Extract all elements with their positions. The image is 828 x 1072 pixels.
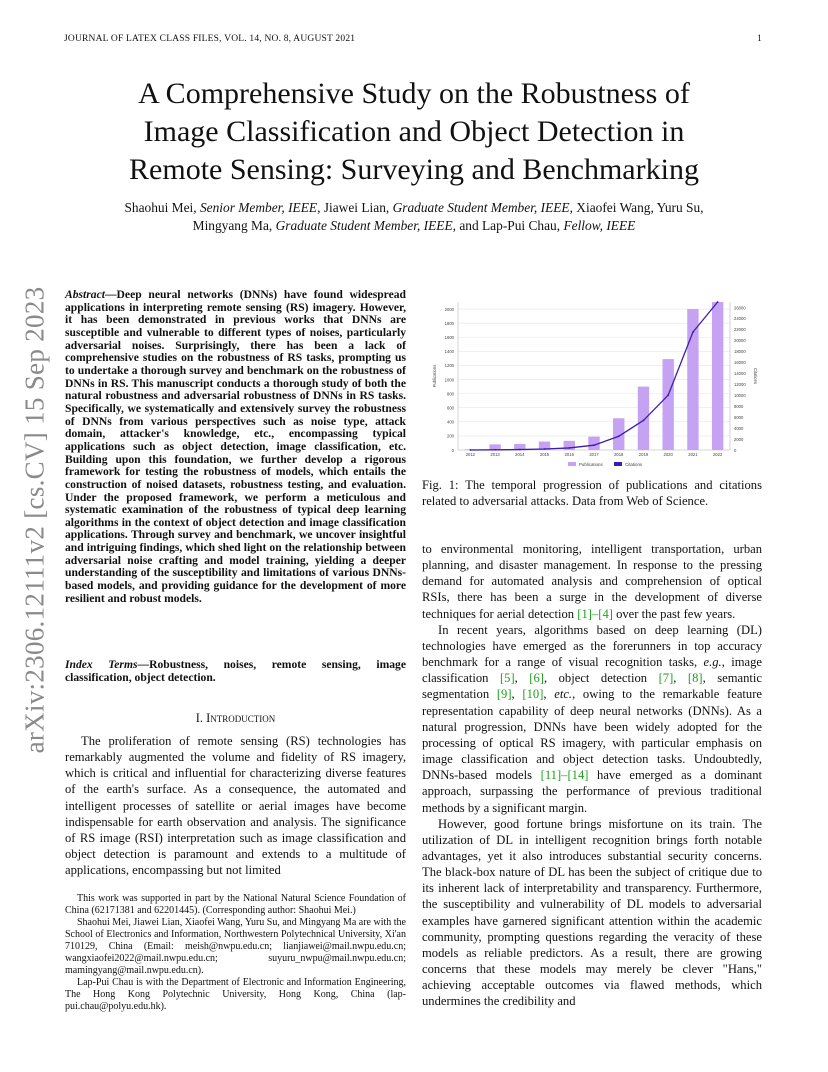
arxiv-id-text: arXiv:2306.12111v2 [cs.CV] 15 Sep 2023 — [19, 286, 50, 754]
abstract-label: Abstract — [65, 288, 105, 301]
intro-paragraphs-right — [422, 541, 762, 1010]
y2-tick-label: 16000 — [734, 360, 746, 366]
y-tick-label: 1600 — [444, 335, 454, 341]
citation-link[interactable]: [5] — [499, 671, 515, 686]
paragraph-text: e.g. — [703, 655, 722, 670]
citation-point — [519, 449, 521, 451]
footnote-affiliation: Shaohui Mei, Jiawei Lian, Xiaofei Wang, Yuru Su, and Mingyang Ma are with the School of Electronics and Information, Northwestern Polytechnical University, Xi'an 710129, China (Email: meish@nwpu.edu.cn; lianjiawei@mail.nwpu.edu.cn; wangxiaofei2022@mail.nwpu.edu.cn; suyuru_nwpu@mail.nwpu.edu.cn; mamingyang@mail.nwpu.edu.cn). — [65, 917, 406, 976]
footnote-funding: This work was supported in part by the National Natural Science Foundation of China (62171381 and 62201445). (Corresponding author: Shaohui Mei.) — [65, 893, 406, 916]
x-tick-label: 2020 — [663, 452, 673, 457]
index-terms — [65, 659, 406, 684]
intro-paragraph: However, good fortune brings misfortune on its train. The utilization of DL in intelligent recognition brings forth notable advantages, yet it also introduces substantial security concerns. The black-box nature of DL has been the subject of critique due to its inherent lack of interpretability and transparency. Furthermore, the susceptibility and vulnerability of DL models to adversarial examples have garnered significant attention within the academic community, prompting questions regarding the veracity of these models as reliable predictors. As a result, there are growing concerns that these models may merely be clever "Hans," achieving acceptable outcomes via flawed methods, which undermines the credibility and — [422, 816, 762, 1009]
author-line: Mingyang Ma, Graduate Student Member, IEEE, and Lap-Pui Chau, Fellow, IEEE — [192, 218, 636, 233]
paragraph-text: , image classification — [422, 655, 762, 686]
y2-tick-label: 8000 — [734, 403, 744, 409]
title-line: Image Classification and Object Detection in — [143, 115, 685, 148]
x-tick-label: 2019 — [638, 452, 649, 457]
intro-paragraph: to environmental monitoring, intelligent transportation, urban planning, and disaster management. In response to the pressing demand for automated analysis and comprehension of optical RSIs, there has been a surge in the development of diverse techniques for aerial detection [1]–[4] over the past few years. — [422, 542, 762, 621]
citation-point — [692, 331, 694, 333]
intro-paragraph — [422, 622, 762, 816]
legend-swatch-publications — [568, 462, 576, 466]
publication-bar — [638, 387, 649, 450]
section-heading: I. Introduction — [195, 711, 276, 725]
citation-point — [593, 444, 595, 446]
legend-label-publications: Publications — [579, 462, 603, 467]
paragraph-text: , — [511, 687, 523, 702]
publications-citations-chart — [420, 290, 760, 470]
paragraph-text: etc. — [554, 687, 573, 702]
y2-tick-label: 4000 — [734, 425, 744, 431]
citation-link[interactable]: [10] — [522, 687, 544, 702]
abstract-text: —Deep neural networks (DNNs) have found widespread applications in interpreting remote sensing (RS) imagery. However, it has been demonstrated in previous works that DNNs are susceptible and vulnerable to different types of noises, particularly adversarial noises. Surprisingly, there has been a lack of comprehensive studies on the robustness of RS tasks, prompting us to undertake a thorough survey and benchmark on the robustness of DNNs in RS. This manuscript conducts a thorough study of both the natural robustness and adversarial robustness of DNNs in RS tasks. Specifically, we systematically and extensively survey the robustness of DNNs from various perspectives such as noise type, attack domain, attacker's knowledge, etc., encompassing typical applications such as object detection, image classification, etc. Building upon this foundation, we further develop a rigorous framework for testing the robustness of models, which entails the construction of noised datasets, robustness testing, and evaluation. Under the proposed framework, we perform a meticulous and systematic examination of the robustness of typical deep learning algorithms in the context of object detection and image classification applications. Through survey and benchmark, we uncover insightful and intriguing findings, which shed light on the relationship between adversarial noise crafting and model training, yielding a deeper understanding of the susceptibility and limitations of various DNNs-based models, and providing guidance for the development of more resilient and robust models. — [65, 288, 406, 605]
y2-axis-title: Citations — [753, 367, 758, 385]
author-list — [64, 199, 764, 235]
publication-bar — [712, 302, 723, 450]
title-line: A Comprehensive Study on the Robustness of — [138, 77, 690, 110]
legend-label-citations: Citations — [625, 462, 643, 467]
y-tick-label: 1800 — [444, 320, 454, 326]
y2-tick-label: 24000 — [734, 316, 746, 322]
paragraph-text: , — [673, 671, 688, 686]
paragraph-text: , — [543, 687, 555, 702]
x-tick-label: 2018 — [614, 452, 624, 457]
paper-title — [64, 75, 764, 189]
x-tick-label: 2017 — [589, 452, 599, 457]
y-tick-label: 0 — [451, 447, 454, 453]
y-tick-label: 600 — [447, 405, 454, 411]
citation-link[interactable]: [6] — [529, 671, 544, 686]
y-tick-label: 2000 — [444, 306, 454, 312]
x-tick-label: 2015 — [539, 452, 550, 457]
arxiv-watermark — [10, 280, 60, 760]
y-axis-title: Publications — [432, 364, 437, 388]
figure-caption: Fig. 1: The temporal progression of publications and citations related to adversarial attacks. Data from Web of Science. — [422, 478, 762, 509]
y2-tick-label: 0 — [734, 447, 737, 453]
publication-bar — [687, 309, 698, 450]
citation-link[interactable]: [1]–[4] — [577, 606, 613, 621]
citation-link[interactable]: [11]–[14] — [540, 768, 589, 783]
y2-tick-label: 2000 — [734, 436, 744, 442]
y-tick-label: 1000 — [444, 377, 454, 383]
citation-point — [667, 394, 669, 396]
paragraph-text: , owing to the remarkable feature representation capability of deep neural networks (DNNs). As a natural progression, DNNs have been widely adopted for the processing of optical RS imagery, with particular emphasis on image classification and object detection tasks. Undoubtedly, DNNs-based models — [422, 687, 762, 783]
citation-point — [469, 449, 471, 451]
x-tick-label: 2022 — [712, 452, 723, 457]
y2-tick-label: 14000 — [734, 371, 746, 377]
citation-link[interactable]: [8] — [687, 671, 703, 686]
paragraph-text: , object detection — [543, 671, 659, 686]
x-tick-label: 2021 — [688, 452, 698, 457]
index-terms-text: —Robustness, noises, remote sensing, image classification, object detection. — [65, 658, 406, 684]
publication-bar — [662, 359, 673, 450]
citation-point — [717, 301, 719, 303]
citation-link[interactable]: [9] — [496, 687, 512, 702]
x-tick-label: 2016 — [564, 452, 574, 457]
y-tick-label: 400 — [447, 419, 454, 425]
citation-point — [494, 449, 496, 451]
y2-tick-label: 22000 — [734, 327, 746, 333]
citations-line — [470, 302, 717, 450]
citation-point — [568, 447, 570, 449]
running-head: JOURNAL OF LATEX CLASS FILES, VOL. 14, NO. 8, AUGUST 2021 — [64, 34, 356, 44]
x-tick-label: 2014 — [515, 452, 525, 457]
legend-swatch-citations — [614, 462, 622, 466]
paragraph-text: , semantic segmentation — [422, 671, 763, 702]
y2-tick-label: 20000 — [734, 338, 746, 344]
page-number: 1 — [757, 34, 762, 44]
y2-tick-label: 10000 — [734, 392, 746, 398]
citation-link[interactable]: [7] — [658, 671, 674, 686]
citation-point — [544, 448, 546, 450]
abstract — [65, 289, 406, 605]
paragraph-text: , — [514, 671, 530, 686]
footnotes — [65, 893, 406, 1013]
y-tick-label: 1400 — [444, 349, 454, 355]
figure-1 — [420, 290, 760, 470]
paragraph-text: In recent years, algorithms based on deep learning (DL) technologies have emerged as the forerunners in top accuracy benchmark for a range of visual recognition tasks, — [422, 622, 762, 670]
y-tick-label: 800 — [447, 391, 454, 397]
index-terms-label: Index Terms — [65, 658, 138, 671]
x-tick-label: 2012 — [465, 452, 476, 457]
y-tick-label: 200 — [447, 433, 454, 439]
intro-paragraph-left: The proliferation of remote sensing (RS) technologies has remarkably augmented the volume and fidelity of RS imagery, which is critical and influential for characterizing diverse features of the earth's surface. As a consequence, the automated and intelligent processes of satellite or aerial images have become indispensable for earth observation and analysis. The significance of RS image (RSI) interpretation such as image classification and object detection is paramount and extends to a multitude of applications, encompassing but not limited — [65, 734, 406, 878]
citation-point — [643, 420, 645, 422]
citation-point — [618, 435, 620, 437]
y-tick-label: 1200 — [444, 363, 454, 369]
y2-tick-label: 6000 — [734, 414, 744, 420]
paragraph-text: have emerged as a dominant approach, surpassing the performance of previous traditional methods by a significant margin. — [422, 768, 762, 815]
author-line: Shaohui Mei, Senior Member, IEEE, Jiawei Lian, Graduate Student Member, IEEE, Xiaofei Wang, Yuru Su, — [124, 200, 704, 215]
y2-tick-label: 26000 — [734, 305, 746, 311]
x-tick-label: 2013 — [490, 452, 500, 457]
footnote-affiliation: Lap-Pui Chau is with the Department of Electronic and Information Engineering, The Hong Kong Polytechnic University, Hong Kong, China (lap-pui.chau@polyu.edu.hk). — [65, 977, 406, 1012]
y2-tick-label: 18000 — [734, 349, 746, 355]
title-line: Remote Sensing: Surveying and Benchmarking — [129, 153, 699, 186]
y2-tick-label: 12000 — [734, 382, 746, 388]
